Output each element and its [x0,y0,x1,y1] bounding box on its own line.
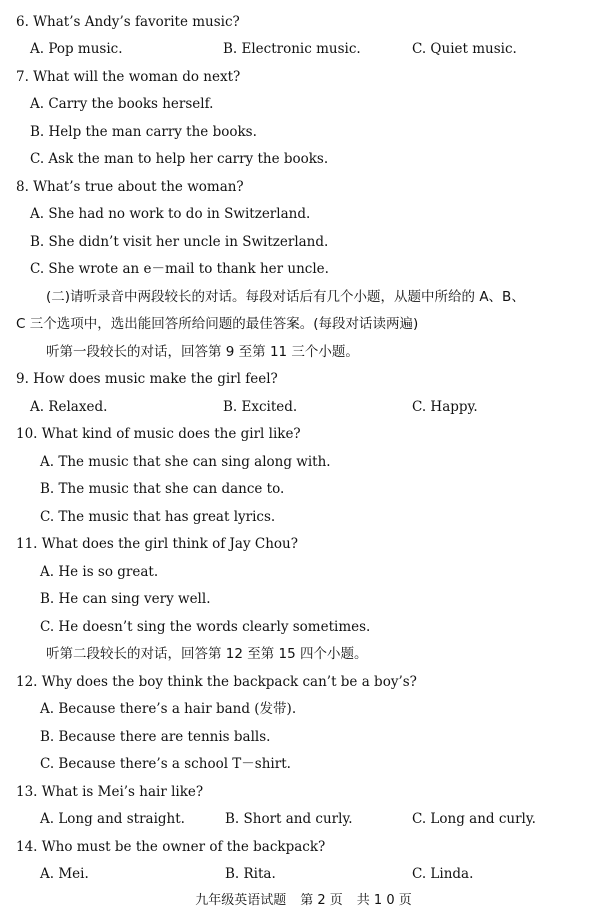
q6-option-b: B. Electronic music. [223,41,361,57]
q9-option-c: C. Happy. [412,399,478,415]
q14-option-a: A. Mei. [40,866,89,882]
q6-option-c: C. Quiet music. [412,41,517,57]
question-13-stem: 13. What is Mei’s hair like? [16,784,204,800]
q8-option-c: C. She wrote an e－mail to thank her uncle. [30,261,329,277]
question-11-stem: 11. What does the girl think of Jay Chou? [16,536,298,552]
q11-option-b: B. He can sing very well. [40,591,211,607]
q8-option-b: B. She didn’t visit her uncle in Switzerland. [30,234,329,250]
question-7-stem: 7. What will the woman do next? [16,69,241,85]
footer-total-pages: 共 1 0 页 [356,893,412,908]
q9-option-a: A. Relaxed. [30,399,108,415]
question-12-stem: 12. Why does the boy think the backpack can’t be a boy’s? [16,674,417,690]
page-footer [0,893,607,909]
q6-option-a: A. Pop music. [30,41,123,57]
q11-option-a: A. He is so great. [40,564,159,580]
dialog-2-instruction: 听第二段较长的对话，回答第 12 至第 15 四个小题。 [46,646,368,662]
q13-option-a: A. Long and straight. [40,811,185,827]
q13-option-b: B. Short and curly. [225,811,353,827]
q14-option-b: B. Rita. [225,866,276,882]
footer-exam-title: 九年级英语试题 [195,893,287,908]
question-10-stem: 10. What kind of music does the girl like? [16,426,301,442]
question-14-stem: 14. Who must be the owner of the backpack? [16,839,326,855]
question-6-stem: 6. What’s Andy’s favorite music? [16,14,240,30]
q7-option-b: B. Help the man carry the books. [30,124,257,140]
q10-option-c: C. The music that has great lyrics. [40,509,276,525]
q14-option-c: C. Linda. [412,866,474,882]
q7-option-a: A. Carry the books herself. [30,96,214,112]
section-2-instructions-line-2: C 三个选项中，选出能回答所给问题的最佳答案。(每段对话读两遍) [16,316,419,332]
dialog-1-instruction: 听第一段较长的对话，回答第 9 至第 11 三个小题。 [46,344,359,360]
q12-option-a: A. Because there’s a hair band (发带). [40,701,297,717]
q10-option-b: B. The music that she can dance to. [40,481,285,497]
q10-option-a: A. The music that she can sing along with. [40,454,331,470]
q12-option-c: C. Because there’s a school T－shirt. [40,756,291,772]
q9-option-b: B. Excited. [223,399,298,415]
question-9-stem: 9. How does music make the girl feel? [16,371,278,387]
q8-option-a: A. She had no work to do in Switzerland. [30,206,311,222]
q11-option-c: C. He doesn’t sing the words clearly sometimes. [40,619,371,635]
q7-option-c: C. Ask the man to help her carry the books. [30,151,329,167]
q13-option-c: C. Long and curly. [412,811,536,827]
footer-page-number: 第 2 页 [300,893,343,908]
q12-option-b: B. Because there are tennis balls. [40,729,271,745]
question-8-stem: 8. What’s true about the woman? [16,179,244,195]
section-2-instructions-line-1: (二)请听录音中两段较长的对话。每段对话后有几个小题，从题中所给的 A、B、 [46,289,525,305]
